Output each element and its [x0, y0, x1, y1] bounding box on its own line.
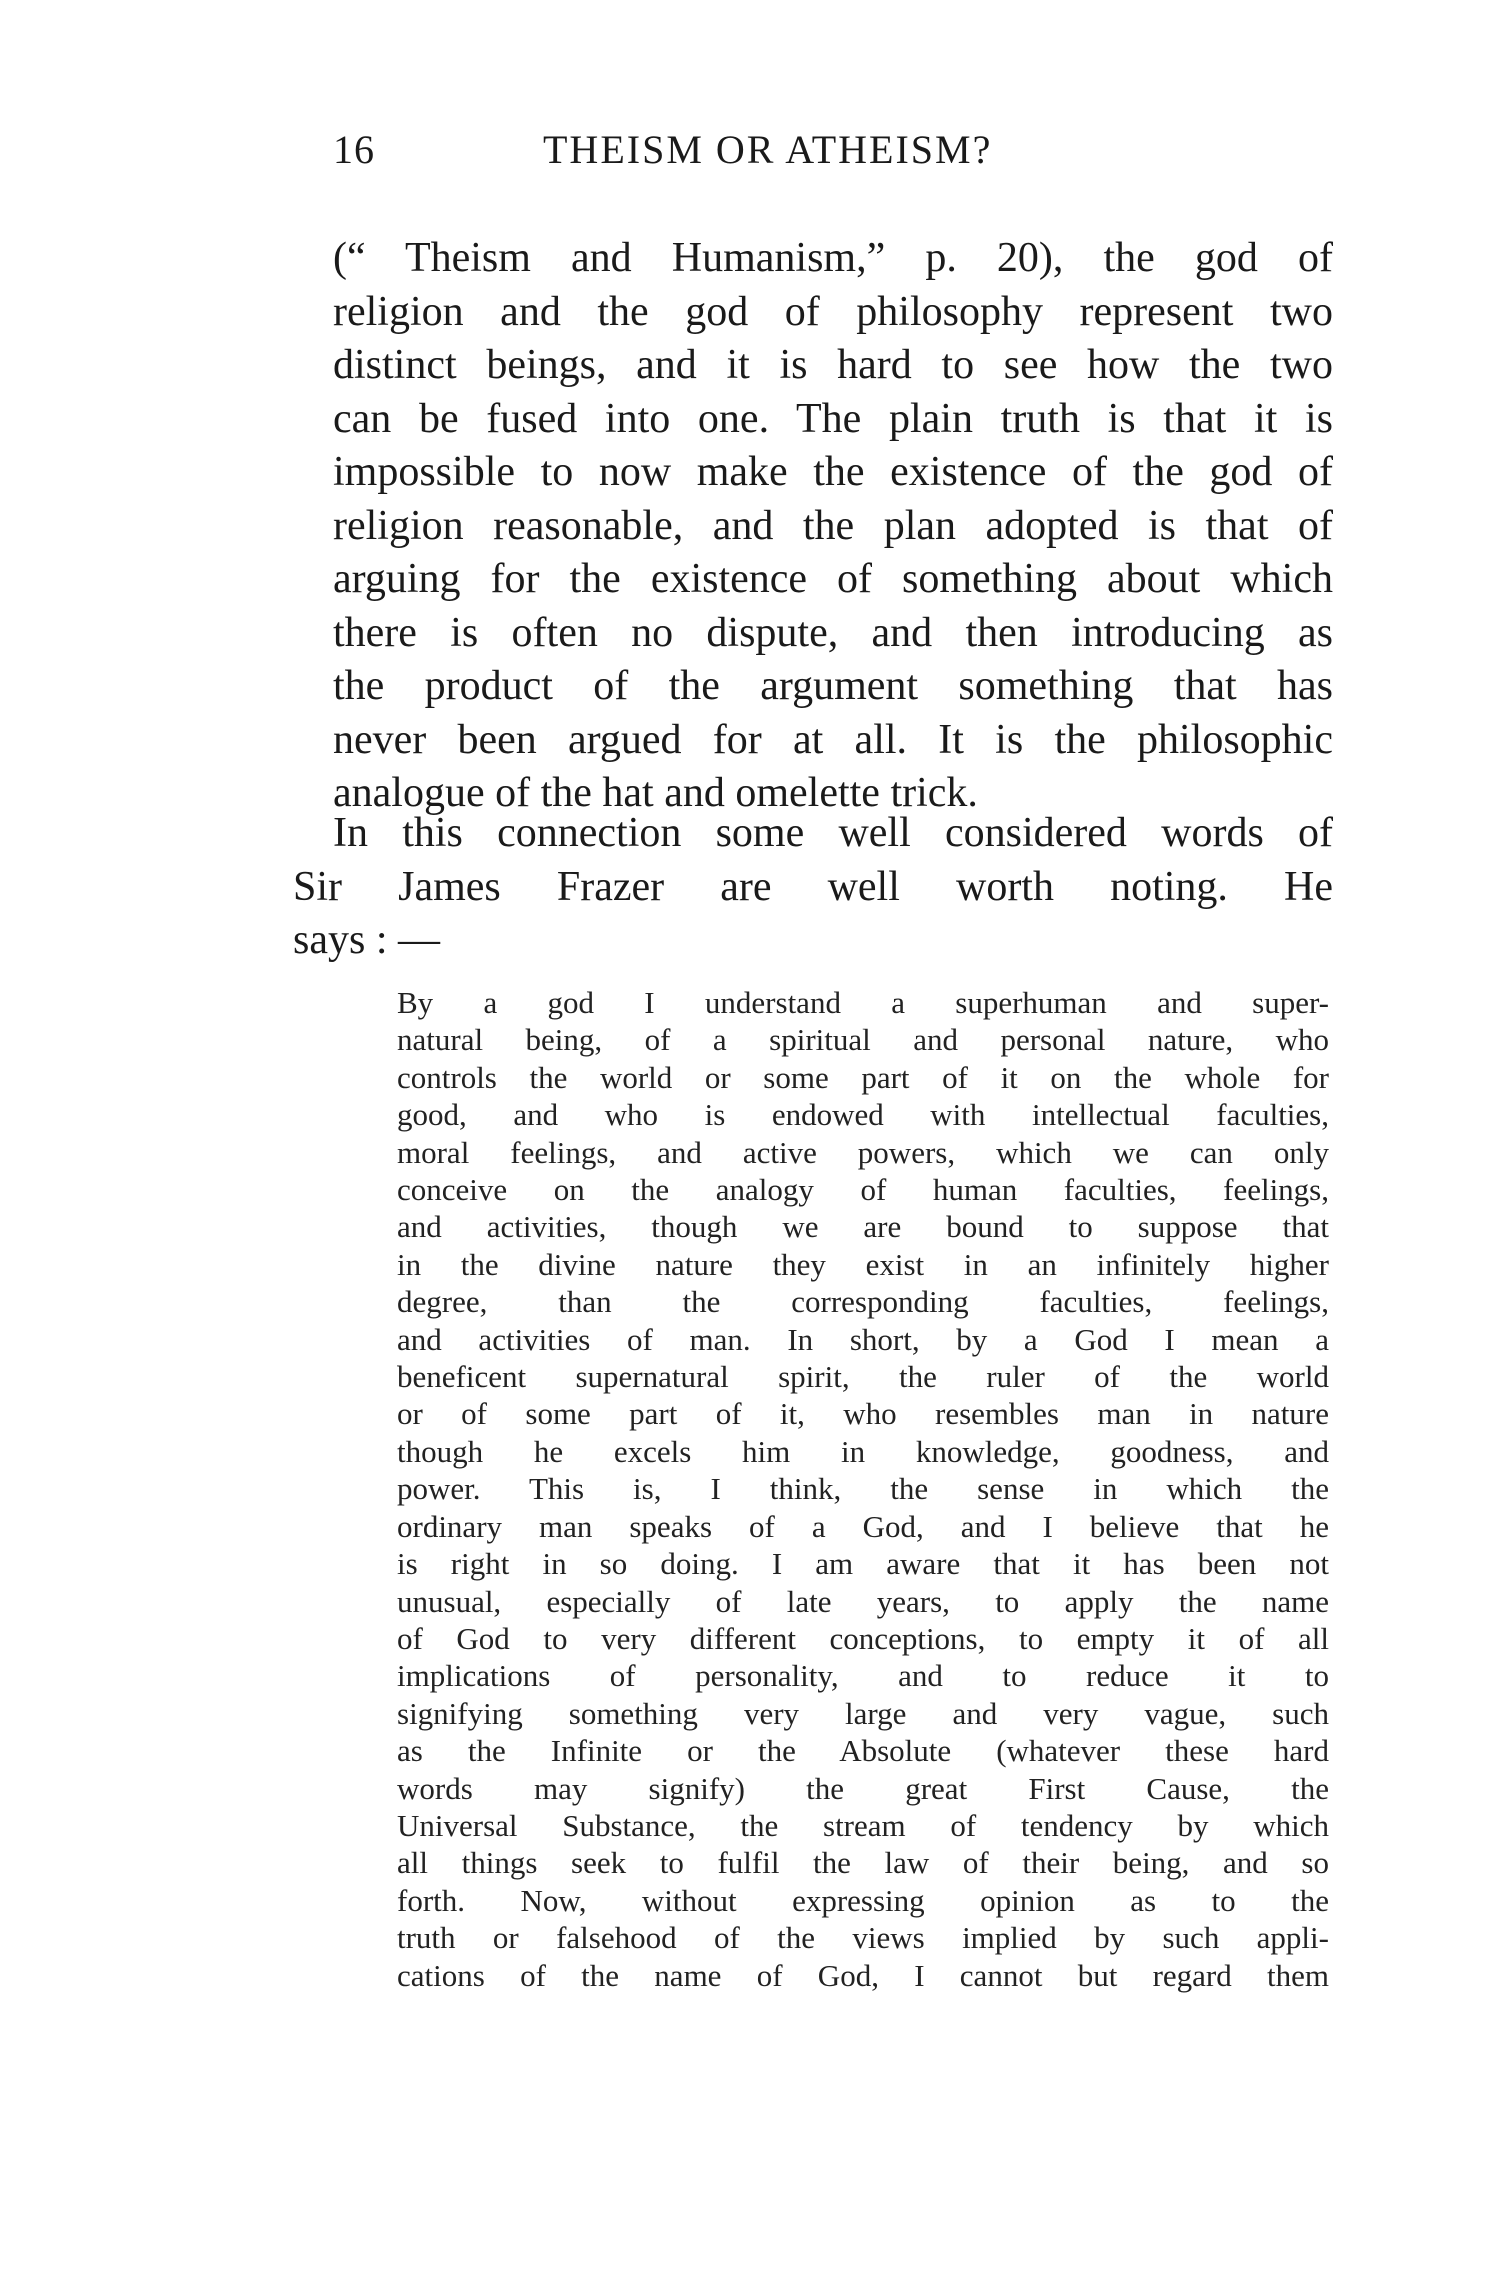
quote-line: controls the world or some part of it on the whole for	[397, 1059, 1329, 1095]
quote-line: forth. Now, without expressing opinion as to the	[397, 1882, 1329, 1918]
text-line: analogue of the hat and omelette trick.	[333, 770, 978, 816]
quote-line: though he excels him in knowledge, goodness, and	[397, 1433, 1329, 1469]
paragraph-2	[293, 807, 1333, 968]
text-line: Sir James Frazer are well worth noting. He	[293, 863, 1333, 910]
text-line: religion reasonable, and the plan adopted is that of	[333, 502, 1333, 549]
quote-line: power. This is, I think, the sense in which the	[397, 1471, 1329, 1507]
quote-line: of God to very different conceptions, to empty it of all	[397, 1620, 1329, 1656]
text-line: arguing for the existence of something about which	[333, 556, 1333, 602]
quote-line: beneficent supernatural spirit, the ruler of the world	[397, 1359, 1329, 1395]
quote-line: truth or falsehood of the views implied by such appli-	[397, 1920, 1329, 1956]
text-line: (“ Theism and Humanism,” p. 20), the god of	[333, 235, 1333, 281]
text-line: impossible to now make the existence of the god of	[333, 449, 1333, 495]
text-line: never been argued for at all. It is the philosophic	[333, 716, 1333, 763]
quote-line: or of some part of it, who resembles man in nature	[397, 1396, 1329, 1432]
quote-line: good, and who is endowed with intellectual faculties,	[397, 1097, 1329, 1133]
quote-line: degree, than the corresponding faculties, feelings,	[397, 1284, 1329, 1320]
text-line: can be fused into one. The plain truth is that it is	[333, 395, 1333, 442]
quote-line: cations of the name of God, I cannot but regard them	[397, 1957, 1329, 1993]
quote-line: natural being, of a spiritual and personal nature, who	[397, 1022, 1329, 1058]
text-line: the product of the argument something that has	[333, 663, 1333, 709]
running-head	[333, 126, 1343, 186]
block-quotation	[397, 984, 1329, 1994]
text-line: religion and the god of philosophy represent two	[333, 288, 1333, 335]
quote-line: and activities, though we are bound to suppose that	[397, 1209, 1329, 1245]
quote-line: implications of personality, and to reduce it to	[397, 1658, 1329, 1694]
text-line: says : —	[293, 917, 440, 963]
quote-line: signifying something very large and very vague, such	[397, 1695, 1329, 1731]
quote-line: ordinary man speaks of a God, and I believe that he	[397, 1508, 1329, 1544]
paragraph-1	[333, 232, 1333, 821]
quote-line: moral feelings, and active powers, which we can only	[397, 1134, 1329, 1170]
text-line: there is often no dispute, and then introducing as	[333, 609, 1333, 656]
quote-line: By a god I understand a superhuman and super-	[397, 985, 1329, 1020]
quote-line: Universal Substance, the stream of tendency by which	[397, 1807, 1329, 1843]
text-line: distinct beings, and it is hard to see how the two	[333, 342, 1333, 388]
quote-line: conceive on the analogy of human faculties, feelings,	[397, 1172, 1329, 1208]
page-number: 16	[333, 127, 375, 172]
quote-line: words may signify) the great First Cause, the	[397, 1770, 1329, 1806]
quote-line: all things seek to fulfil the law of their being, and so	[397, 1845, 1329, 1881]
text-line: In this connection some well considered words of	[333, 810, 1333, 856]
quote-line: is right in so doing. I am aware that it has been not	[397, 1546, 1329, 1582]
quote-line: unusual, especially of late years, to apply the name	[397, 1583, 1329, 1619]
quote-line: and activities of man. In short, by a God I mean a	[397, 1321, 1329, 1357]
quote-line: in the divine nature they exist in an infinitely higher	[397, 1246, 1329, 1282]
quote-line: as the Infinite or the Absolute (whatever these hard	[397, 1733, 1329, 1769]
running-title: THEISM OR ATHEISM?	[543, 127, 993, 172]
